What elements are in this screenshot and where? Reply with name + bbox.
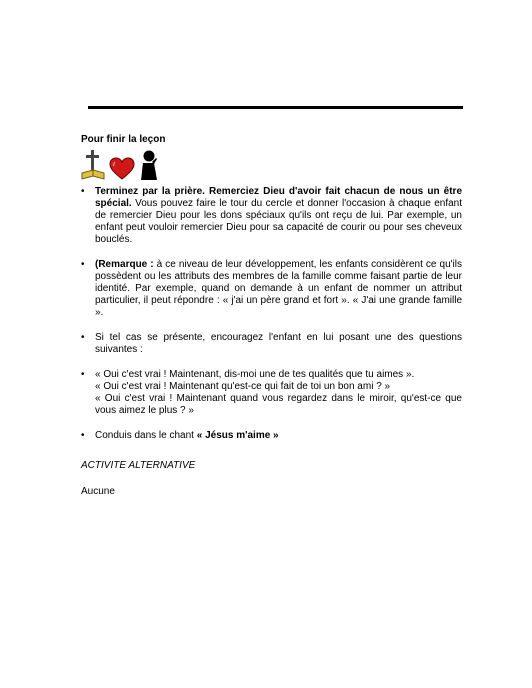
item-text: Si tel cas se présente, encouragez l'enfant en lui posant une des questions suivantes :: [95, 332, 462, 355]
section-heading: Pour finir la leçon: [81, 134, 166, 145]
song-title: « Jésus m'aime »: [196, 430, 279, 441]
bullet: •: [81, 186, 85, 197]
lesson-content: [81, 134, 462, 498]
instruction-list: [81, 186, 462, 442]
question-line: « Oui c'est vrai ! Maintenant, dis-moi une de tes qualités que tu aimes ».: [95, 369, 415, 380]
alternative-activity-title: ACTIVITE ALTERNATIVE: [81, 460, 196, 471]
alternative-activity-value: Aucune: [81, 486, 115, 497]
bullet: •: [81, 259, 85, 270]
item-text: à ce niveau de leur développement, les enfants considèrent ce qu'ils possèdent ou les attributs des membres de la famille comme faisant partie de leur identité. Par exemple, quand on demande à un enfant de nommer un attribut particulier, il peut répondre : « j'ai un père grand et fort ». « J'ai une grande famille ».: [95, 259, 462, 318]
icon-row: [81, 149, 462, 181]
list-item: [81, 332, 462, 356]
bullet: •: [81, 430, 85, 441]
item-text: Conduis dans le chant: [95, 430, 197, 441]
item-bold-text: (Remarque :: [95, 259, 154, 270]
bullet: •: [81, 369, 85, 380]
item-bold-text: Terminez par la prière. Remerciez Dieu d'avoir fait chacun de nous un être spécial.: [95, 186, 462, 209]
bullet: •: [81, 332, 85, 343]
question-line: « Oui c'est vrai ! Maintenant qu'est-ce qui fait de toi un bon ami ? »: [95, 381, 391, 392]
list-item: [81, 259, 462, 319]
praying-child-icon: [139, 149, 159, 181]
cross-bible-icon: [81, 149, 105, 181]
item-text: Vous pouvez faire le tour du cercle et donner l'occasion à chaque enfant de remercier Dieu pour les dons spéciaux qu'ils ont reçu de lui. Par exemple, un enfant peut vouloir remercier Dieu pour sa capacité de courir ou pour ses cheveux bouclés.: [95, 198, 462, 245]
list-item: [81, 430, 462, 442]
top-rule: [88, 106, 463, 109]
question-line: « Oui c'est vrai ! Maintenant quand vous regardez dans le miroir, qu'est-ce que vous aimez le plus ? »: [95, 393, 462, 416]
list-item: [81, 186, 462, 246]
list-item: [81, 369, 462, 417]
heart-icon: [109, 157, 135, 181]
